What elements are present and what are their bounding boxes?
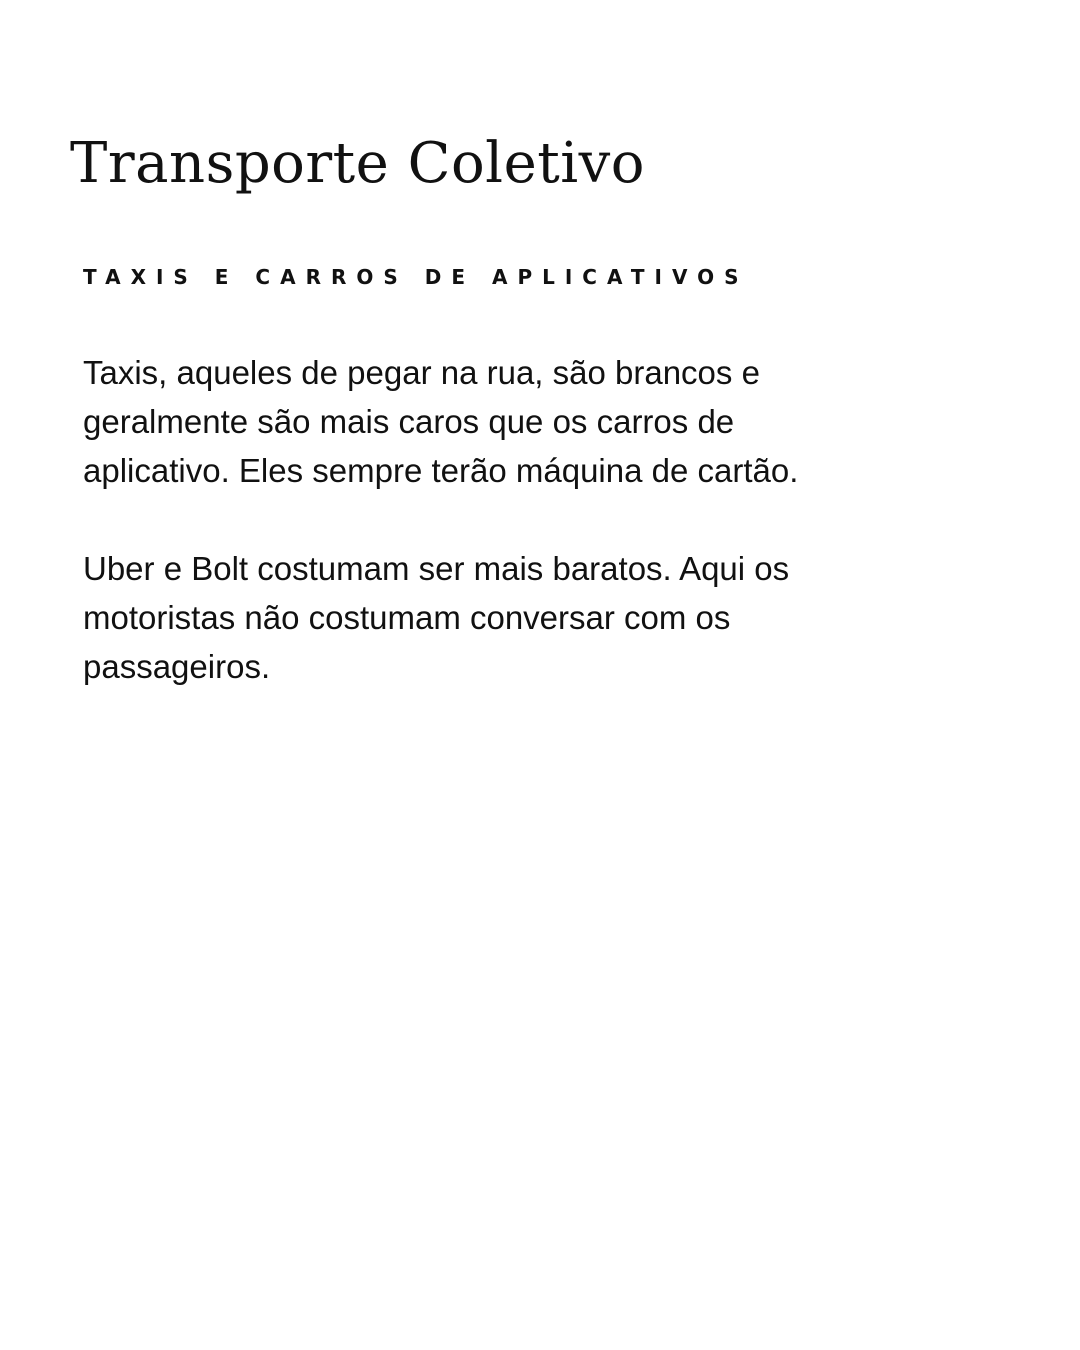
paragraph-line: geralmente são mais caros que os carros de xyxy=(83,403,735,440)
paragraph-line: Uber e Bolt costumam ser mais baratos. Aqui os xyxy=(83,550,790,587)
section-subtitle: TAXIS E CARROS DE APLICATIVOS xyxy=(83,265,749,289)
paragraph-line: passageiros. xyxy=(83,648,271,685)
paragraph-line: Taxis, aqueles de pegar na rua, são brancos e xyxy=(83,354,760,391)
paragraph-apps xyxy=(83,544,963,691)
page-title: Transporte Coletivo xyxy=(70,131,645,196)
body-text xyxy=(83,348,963,740)
paragraph-line: motoristas não costumam conversar com os xyxy=(83,599,731,636)
paragraph-taxis xyxy=(83,348,963,495)
paragraph-line: aplicativo. Eles sempre terão máquina de cartão. xyxy=(83,452,799,489)
